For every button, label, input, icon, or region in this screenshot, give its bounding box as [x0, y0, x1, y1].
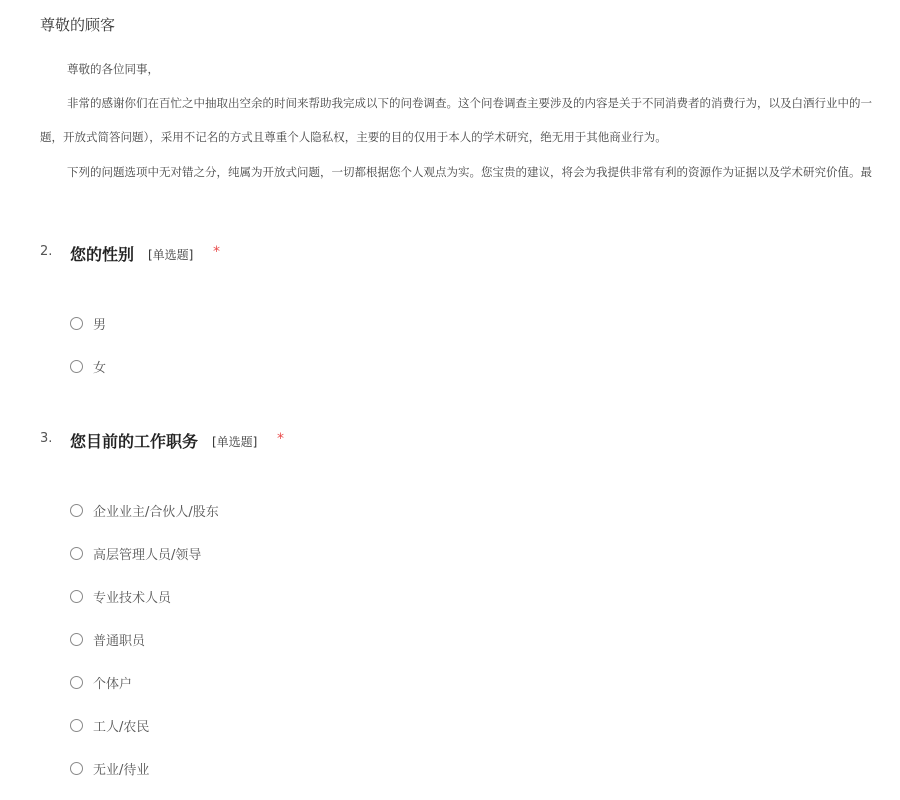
radio-button[interactable]	[70, 360, 83, 373]
radio-button[interactable]	[70, 317, 83, 330]
option-label: 企业业主/合伙人/股东	[93, 504, 219, 520]
intro-paragraph-2: 下列的问题选项中无对错之分，纯属为开放式问题，一切都根据您个人观点为实。您宝贵的建议，将会为我提供非常有利的资源作为证据以及学术研究价值。最	[67, 165, 872, 179]
option-label: 专业技术人员	[93, 590, 172, 606]
radio-button[interactable]	[70, 676, 83, 689]
question-number: 2.	[40, 244, 53, 259]
option-label: 个体户	[93, 676, 133, 692]
radio-button[interactable]	[70, 590, 83, 603]
option-business-owner[interactable]	[70, 501, 219, 519]
radio-button[interactable]	[70, 547, 83, 560]
question-type-badge: [单选题]	[212, 435, 258, 449]
option-unemployed[interactable]	[70, 759, 149, 777]
option-label: 无业/待业	[93, 762, 150, 778]
radio-button[interactable]	[70, 719, 83, 732]
question-title: 您目前的工作职务	[70, 432, 199, 451]
question-number: 3.	[40, 431, 53, 446]
option-label: 工人/农民	[93, 719, 150, 735]
option-label: 高层管理人员/领导	[93, 547, 202, 563]
intro-paragraph-1-cont: 题，开放式简答问题），采用不记名的方式且尊重个人隐私权，主要的目的仅用于本人的学术研究，绝无用于其他商业行为。	[40, 130, 667, 144]
required-marker: *	[277, 431, 284, 447]
option-label: 女	[93, 360, 107, 376]
radio-button[interactable]	[70, 504, 83, 517]
option-senior-manager[interactable]	[70, 544, 201, 562]
question-type-badge: [单选题]	[148, 248, 194, 262]
option-label: 男	[93, 317, 107, 333]
option-male[interactable]	[70, 314, 106, 332]
option-label: 普通职员	[93, 633, 146, 649]
option-female[interactable]	[70, 357, 106, 375]
radio-button[interactable]	[70, 762, 83, 775]
question-title: 您的性别	[70, 245, 135, 264]
option-worker-farmer[interactable]	[70, 716, 149, 734]
intro-paragraph-1: 非常的感谢你们在百忙之中抽取出空余的时间来帮助我完成以下的问卷调查。这个问卷调查主要涉及的内容是关于不同消费者的消费行为，以及白酒行业中的一	[67, 96, 872, 110]
option-self-employed[interactable]	[70, 673, 132, 691]
required-marker: *	[213, 244, 220, 260]
option-regular-employee[interactable]	[70, 630, 145, 648]
intro-greeting: 尊敬的各位同事，	[67, 62, 159, 76]
radio-button[interactable]	[70, 633, 83, 646]
option-technical-staff[interactable]	[70, 587, 171, 605]
page-title: 尊敬的顾客	[40, 16, 116, 34]
